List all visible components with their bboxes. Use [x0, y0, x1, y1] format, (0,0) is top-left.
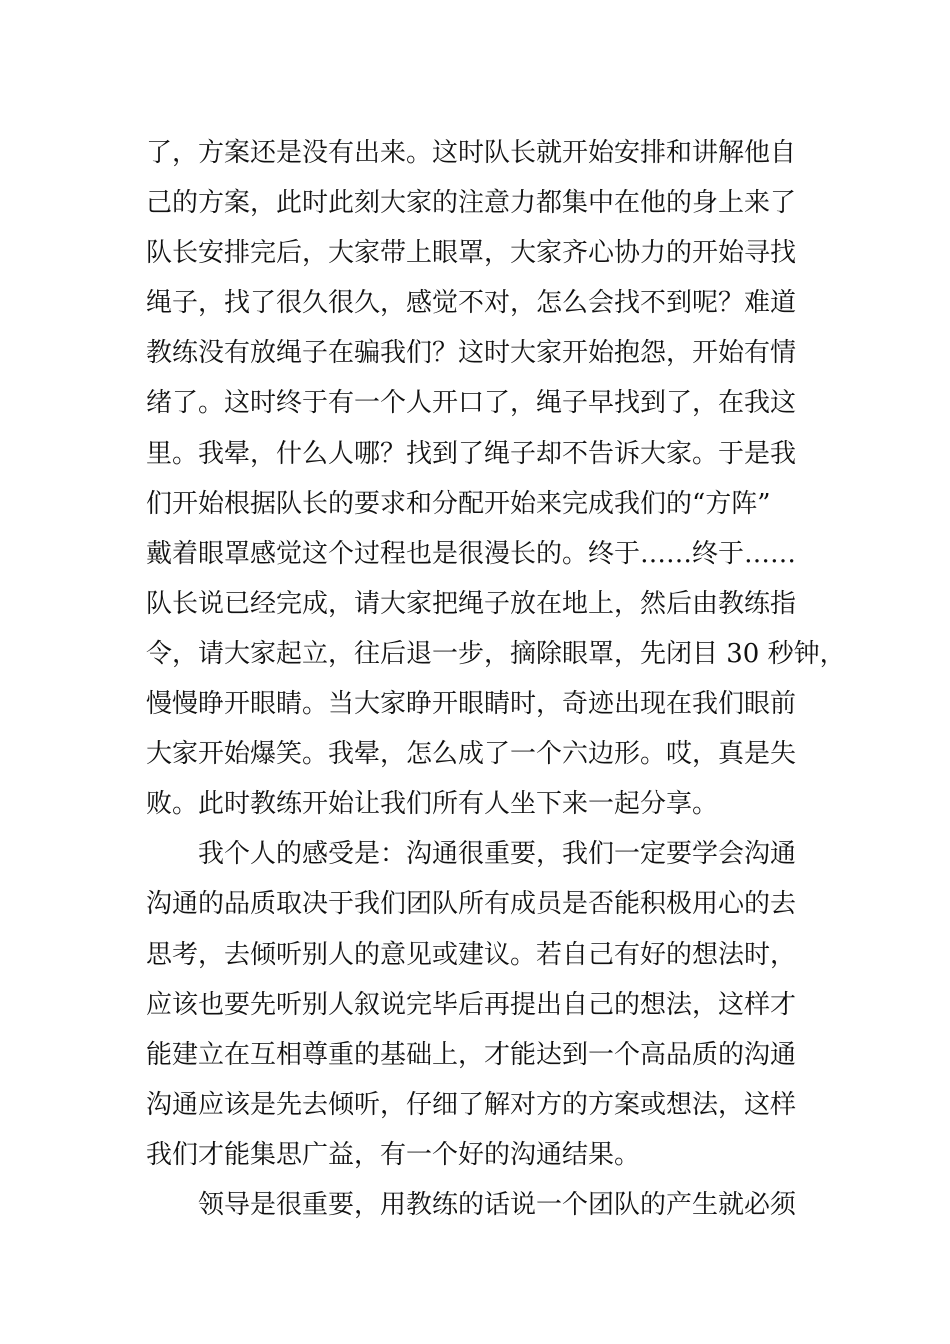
text-line: 队长说已经完成，请大家把绳子放在地上，然后由教练指	[146, 588, 797, 619]
text-line: 思考，去倾听别人的意见或建议。若自己有好的想法时，	[146, 939, 797, 970]
paragraph-start-line: 领导是很重要，用教练的话说一个团队的产生就必须	[146, 1189, 797, 1220]
text-line: 大家开始爆笑。我晕，怎么成了一个六边形。哎，真是失	[146, 739, 797, 770]
text-line: 能建立在互相尊重的基础上，才能达到一个高品质的沟通	[146, 1039, 797, 1070]
text-line: 沟通的品质取决于我们团队所有成员是否能积极用心的去	[146, 889, 797, 920]
text-line: 应该也要先听别人叙说完毕后再提出自己的想法，这样才	[146, 989, 797, 1020]
text-line: 慢慢睁开眼睛。当大家睁开眼睛时，奇迹出现在我们眼前	[146, 689, 797, 720]
text-line: 队长安排完后，大家带上眼罩，大家齐心协力的开始寻找	[146, 238, 797, 269]
text-line: 我们才能集思广益，有一个好的沟通结果。	[146, 1139, 641, 1170]
text-line: 了，方案还是没有出来。这时队长就开始安排和讲解他自	[146, 138, 797, 168]
text-line: 绳子，找了很久很久，感觉不对，怎么会找不到呢？难道	[146, 288, 797, 319]
text-line: 己的方案，此时此刻大家的注意力都集中在他的身上来了	[146, 188, 797, 219]
text-line: 沟通应该是先去倾听，仔细了解对方的方案或想法，这样	[146, 1089, 797, 1120]
text-line: 们开始根据队长的要求和分配开始来完成我们的“方阵”	[146, 488, 771, 519]
text-line: 里。我晕，什么人哪？找到了绳子却不告诉大家。于是我	[146, 438, 797, 469]
paragraph-start-line: 我个人的感受是：沟通很重要，我们一定要学会沟通	[146, 839, 797, 870]
text-line: 绪了。这时终于有一个人开口了，绳子早找到了，在我这	[146, 388, 797, 419]
text-line: 教练没有放绳子在骗我们？这时大家开始抱怨，开始有情	[146, 338, 797, 369]
body-text	[146, 128, 846, 1230]
text-line: 戴着眼罩感觉这个过程也是很漫长的。终于……终于……	[146, 538, 797, 569]
text-line: 令，请大家起立，往后退一步，摘除眼罩，先闭目 30 秒钟，	[146, 638, 846, 669]
text-line: 败。此时教练开始让我们所有人坐下来一起分享。	[146, 789, 719, 820]
